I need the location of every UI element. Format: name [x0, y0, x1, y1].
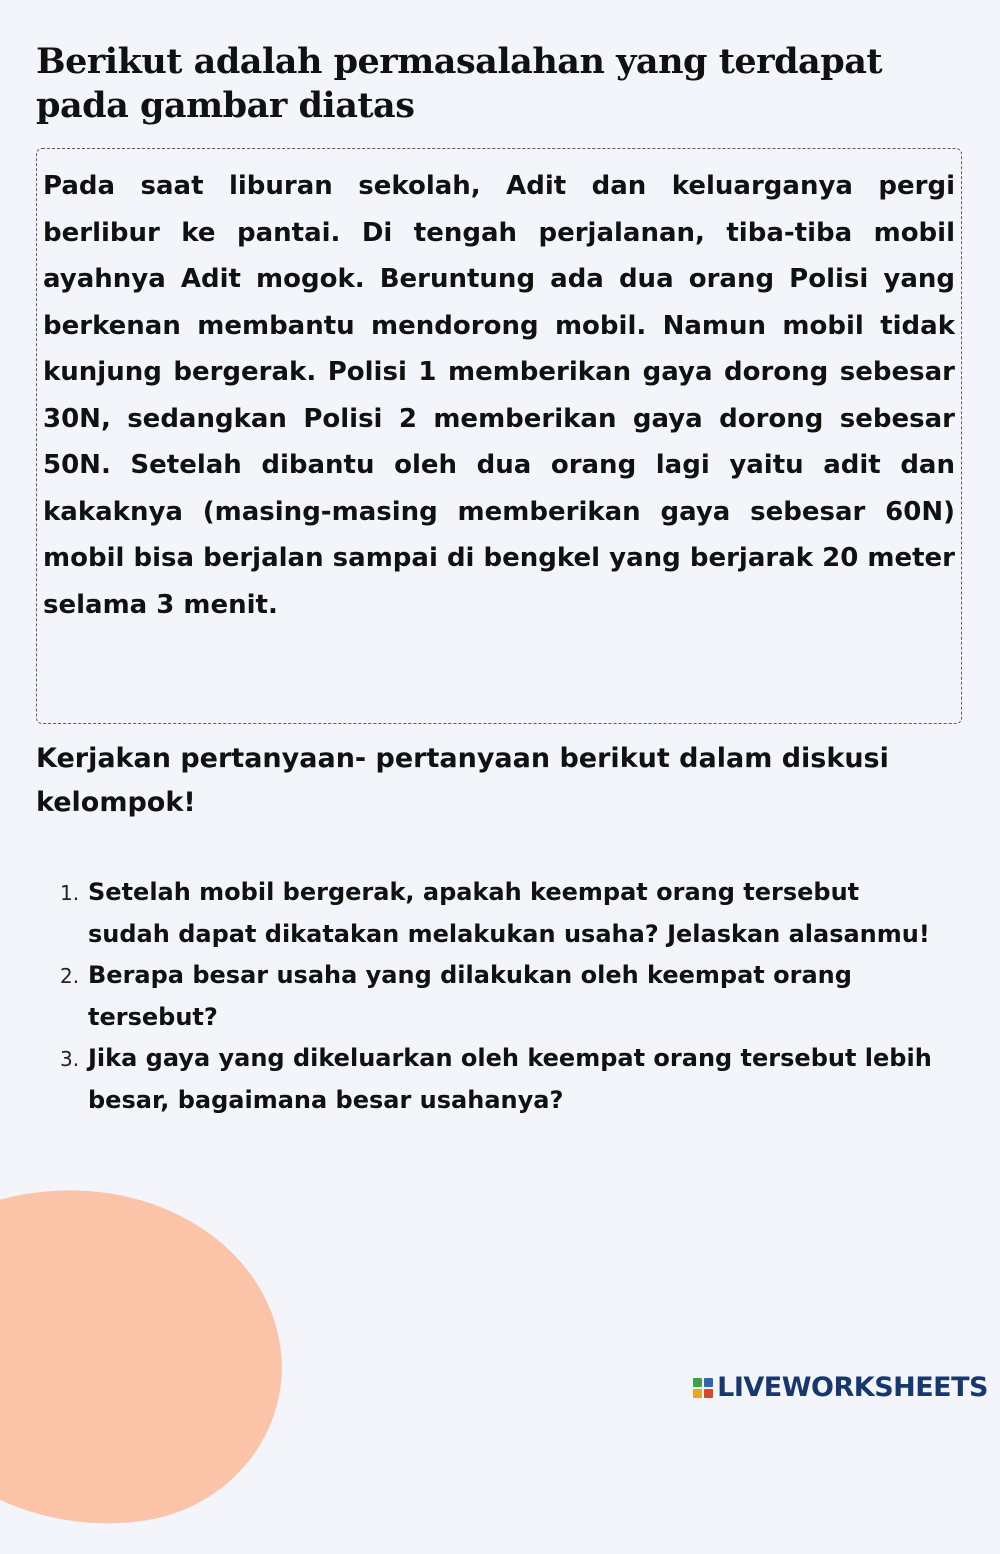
- liveworksheets-logo[interactable]: [693, 1372, 988, 1403]
- story-text: Pada saat liburan sekolah, Adit dan keluarganya pergi berlibur ke pantai. Di tengah perjalanan, tiba-tiba mobil ayahnya Adit mogok. Beruntung ada dua orang Polisi yang berkenan membantu mendorong mobil. Namun mobil tidak kunjung bergerak. Polisi 1 memberikan gaya dorong sebesar 30N, sedangkan Polisi 2 memberikan gaya dorong sebesar 50N. Setelah dibantu oleh dua orang lagi yaitu adit dan kakaknya (masing-masing memberikan gaya sebesar 60N) mobil bisa berjalan sampai di bengkel yang berjarak 20 meter selama 3 menit.: [43, 171, 955, 620]
- story-box: [36, 148, 962, 724]
- decorative-blob: [0, 1162, 302, 1554]
- question-text: Berapa besar usaha yang dilakukan oleh keempat orang tersebut?: [88, 961, 852, 1031]
- logo-text: LIVEWORKSHEETS: [717, 1372, 988, 1403]
- question-list: [60, 872, 940, 1121]
- logo-square: [704, 1389, 713, 1398]
- question-text: Jika gaya yang dikeluarkan oleh keempat orang tersebut lebih besar, bagaimana besar usahanya?: [88, 1044, 932, 1114]
- question-item: [60, 872, 940, 955]
- question-number: 2.: [60, 964, 80, 988]
- question-item: [60, 1038, 940, 1121]
- question-text: Setelah mobil bergerak, apakah keempat orang tersebut sudah dapat dikatakan melakukan usaha? Jelaskan alasanmu!: [88, 878, 930, 948]
- liveworksheets-logo-icon: [693, 1378, 713, 1398]
- instruction-text: Kerjakan pertanyaan- pertanyaan berikut dalam diskusi kelompok!: [36, 743, 889, 818]
- logo-square: [704, 1378, 713, 1387]
- question-number: 3.: [60, 1047, 80, 1071]
- question-number: 1.: [60, 881, 80, 905]
- page-title: Berikut adalah permasalahan yang terdapat pada gambar diatas: [36, 41, 883, 126]
- question-item: [60, 955, 940, 1038]
- logo-square: [693, 1378, 702, 1387]
- logo-square: [693, 1389, 702, 1398]
